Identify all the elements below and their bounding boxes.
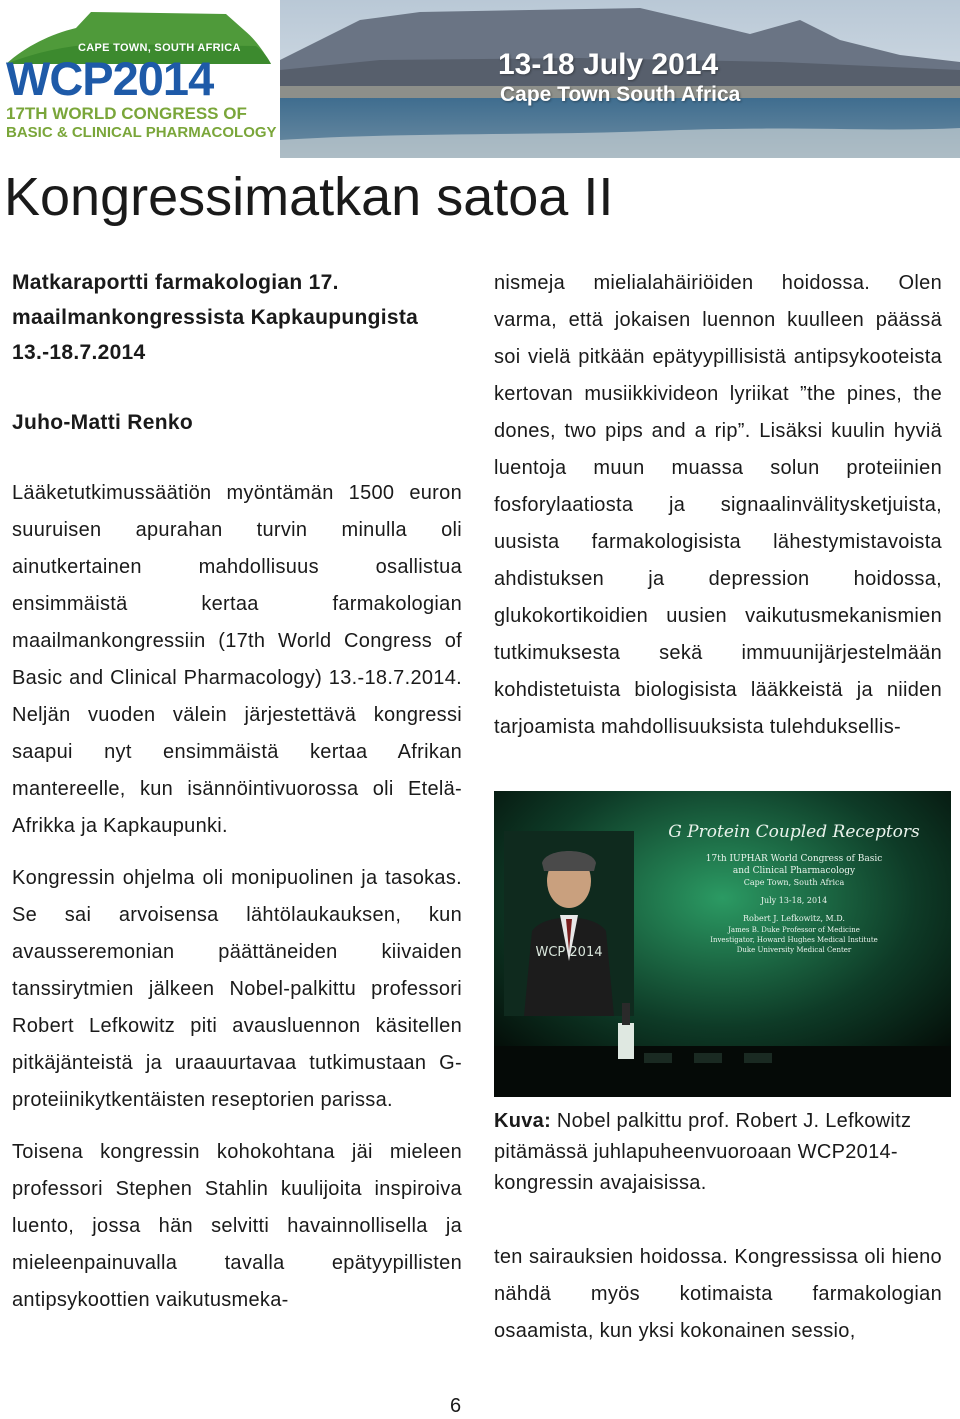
slide-speaker-text: Robert J. Lefkowitz, M.D. (743, 914, 845, 923)
header-banner (0, 0, 960, 158)
lecture-photo-image (494, 791, 951, 1097)
page-title: Kongressimatkan satoa II (4, 167, 614, 227)
paragraph: ten sairauksien hoidossa. Kongressissa oli hieno nähdä myös kotimaista farmakologian osaamista, kun yksi kokonainen sessio, (494, 1246, 942, 1342)
slide-logo-text: WCP 2014 (535, 945, 603, 960)
logo-location-text: CAPE TOWN, SOUTH AFRICA (78, 42, 241, 54)
slide-line: and Clinical Pharmacology (732, 866, 856, 876)
slide-role-text: James B. Duke Professor of Medicine (728, 926, 860, 934)
right-text-column (494, 265, 942, 746)
caption-label: Kuva: (494, 1110, 552, 1132)
banner-dates: 13-18 July 2014 (498, 48, 719, 81)
slide-line: 17th IUPHAR World Congress of Basic (705, 854, 883, 864)
logo-pharmacology-line: BASIC & CLINICAL PHARMACOLOGY (6, 124, 277, 141)
paragraph: nismeja mielialahäiriöiden hoidossa. Olen varma, että jokaisen luennon kuulleen päässä soi vielä pitkään epätyypillisistä antipsykooteista kertovan musiikkivideon lyriikat ”the pines, the dones, two pips and a rip”. Lisäksi kuulin hyviä luentoja muun muassa solun proteiinien fosforylaatiosta ja signaalinvälitysketjuista, uusista farmakologisista lähestymistavoista ahdistuksen ja depression hoidossa, glukokortikoidien uusien vaikutusmekanismien tutkimuksesta sekä immuunijärjestelmään kohdistetuista biologisista lääkkeistä ja niiden tarjoamista mahdollisuuksista tulehduksellis- (494, 272, 942, 738)
paragraph: Toisena kongressin kohokohtana jäi mieleen professori Stephen Stahlin kuulijoita inspiroiva luento, jossa hän selvitti havainnollisella ja mieleenpainuvalla tavalla epätyypillisten antipsykoottien vaikutusmeka- (12, 1141, 462, 1311)
slide-role-text: Investigator, Howard Hughes Medical Institute (710, 936, 878, 944)
photo-caption (494, 1106, 944, 1199)
slide-role-text: Duke University Medical Center (736, 946, 852, 954)
paragraph: Kongressin ohjelma oli monipuolinen ja tasokas. Se sai arvoisensa lähtölaukauksen, kun avausseremonian päättäneiden kiivaiden tanssirytmien jälkeen Nobel-palkittu professori Robert Lefkowitz piti avausluennon käsitellen pitkäjänteistä ja uraauurtavaa tutkimustaan G-proteiinikytkentäisten reseptorien parissa. (12, 867, 462, 1111)
right-bottom-text (494, 1239, 942, 1350)
article-author: Juho-Matti Renko (12, 411, 193, 434)
article-subtitle: Matkaraportti farmakologian 17. maailmankongressista Kapkaupungista 13.-18.7.2014 (12, 271, 419, 364)
page-number: 6 (450, 1395, 462, 1417)
wcp2014-logo (0, 0, 285, 158)
lecture-photo (494, 791, 951, 1097)
left-text-column (12, 265, 462, 1319)
banner-place: Cape Town South Africa (500, 83, 741, 106)
slide-title-text: G Protein Coupled Receptors (668, 822, 920, 842)
paragraph: Lääketutkimussäätiön myöntämän 1500 euron suuruisen apurahan turvin minulla oli ainutkertainen mahdollisuus osallistua ensimmäistä kertaa farmakologian maailmankongressiin (17th World Congress of Basic and Clinical Pharmacology) 13.-18.7.2014. Neljän vuoden välein järjestettävä kongressi saapui nyt ensimmäistä kertaa Afrikan mantereelle, kun isännöintivuorossa oli Etelä-Afrikka ja Kapkaupunki. (12, 482, 462, 837)
logo-wcp-text: WCP2014 (6, 52, 214, 105)
slide-line: Cape Town, South Africa (743, 878, 845, 887)
caption-text: Nobel palkittu prof. Robert J. Lefkowitz pitämässä juhlapuheenvuoroaan WCP2014-kongressin avajaisissa. (494, 1110, 912, 1194)
slide-date-text: July 13-18, 2014 (760, 896, 828, 905)
logo-congress-line: 17TH WORLD CONGRESS OF (6, 104, 247, 123)
